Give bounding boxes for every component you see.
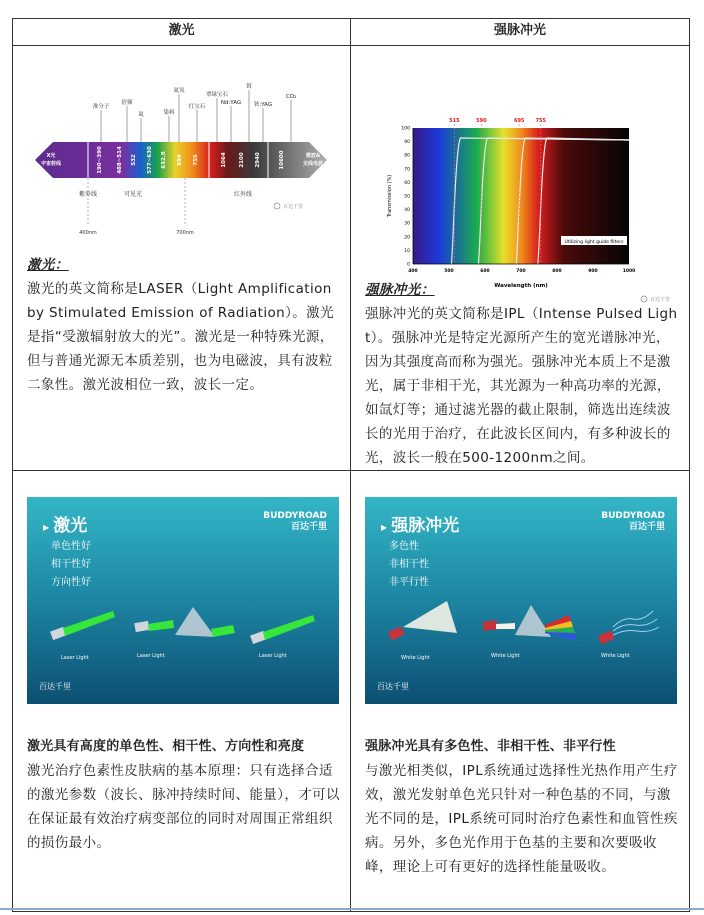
laser-properties-panel (27, 497, 339, 704)
laser-description (13, 253, 350, 397)
laser-type-labels (93, 82, 296, 142)
laser-device-label-3: Laser Light (259, 653, 287, 659)
laser-type-label: 氮氖 (173, 88, 185, 94)
y-tick-label: 30 (404, 221, 410, 227)
laser-device-1 (50, 611, 115, 640)
x-tick-label: 800 (552, 269, 562, 274)
laser-feature-3: 方向性好 (51, 577, 91, 588)
x-axis-label: Wavelength (nm) (494, 283, 548, 289)
y-tick-label: 40 (404, 208, 410, 214)
spectrum-cell-label: 微波& (305, 153, 321, 159)
laser-summary-title: 激光具有高度的单色性、相干性、方向性和亮度 (27, 739, 305, 754)
ipl-summary-body: 与激光相类似，IPL系统通过选择性光热作用产生疗效，激光发射单色光只针对一种色基的不同，与激光不同的是，IPL系统可同时治疗色素性和血管性疾病。另外，多色光作用于色基的主要和次要吸收峰，理论上可有更好的选择性能量吸收。 (365, 763, 678, 875)
laser-type-label: 钬:YAG (253, 102, 273, 108)
header-laser: 激光 (13, 19, 351, 46)
ipl-feature-1: 多色性 (389, 541, 419, 552)
ipl-lamp-3 (598, 611, 659, 644)
ipl-title: 强脉冲光： (365, 282, 435, 298)
spectrum-cell-label: 2100 (239, 152, 245, 168)
page-bottom-rule (0, 908, 704, 910)
laser-type-label: CO₂ (285, 94, 297, 100)
laser-type-label: 倍频 (121, 100, 133, 106)
ipl-beam-diagram (365, 497, 677, 704)
buddyroad-logo: BUDDYROAD 百达千里 (601, 511, 665, 532)
spectrum-cell-label: 1064 (221, 152, 227, 168)
cutoff-mark-label: 590 (476, 118, 487, 124)
cutoff-mark-label: 695 (513, 118, 525, 124)
y-tick-label: 60 (404, 180, 410, 186)
cutoff-mark-label: 515 (449, 118, 460, 124)
x-tick-label: 500 (444, 269, 454, 274)
y-tick-label: 0 (407, 262, 410, 268)
laser-beam-diagram (27, 497, 339, 704)
ipl-lamp-label-3: White Light (601, 653, 630, 659)
x-tick-label: 1000 (622, 269, 636, 274)
x-tick-label: 900 (588, 269, 598, 274)
spectrum-cell-label: 488~514 (117, 146, 123, 174)
laser-type-label: 准分子 (92, 104, 110, 110)
uv-label: 紫外线 (78, 191, 98, 198)
spectrum-cell-label: X光 (46, 153, 56, 159)
laser-type-label: 染料 (163, 110, 175, 116)
spectrum-diagram (13, 46, 351, 251)
comparison-table (12, 18, 690, 912)
laser-device-label-2: Laser Light (137, 653, 165, 659)
ipl-description (351, 278, 689, 470)
ipl-panel-wechat: 百达千里 (377, 682, 409, 691)
y-axis-label: Transmission (%) (387, 174, 393, 218)
laser-spectrum-figure (13, 46, 350, 251)
ipl-summary (351, 735, 689, 879)
ipl-feature-2: 非相干性 (389, 559, 429, 570)
laser-summary-body: 激光治疗色素性皮肤病的基本原理：只有选择合适的激光参数（波长、脉冲持续时间、能量），才可以在保证最有效治疗病变部位的同时对周围正常组织的损伤最小。 (27, 763, 340, 851)
spectrum-cell-label: 宇宙射线 (40, 161, 62, 167)
laser-device-2 (134, 607, 235, 637)
x-tick-label: 400 (408, 269, 418, 274)
buddyroad-logo: BUDDYROAD 百达千里 (263, 511, 327, 532)
laser-panel-title: ▸ 激光 (43, 511, 87, 536)
laser-watermark: 百达千里 (283, 204, 304, 210)
y-tick-label: 10 (404, 248, 410, 254)
spectrum-cell-label: 190~390 (97, 146, 103, 174)
laser-feature-1: 单色性好 (51, 541, 91, 552)
ipl-lamp-1 (388, 601, 457, 640)
laser-summary (13, 735, 350, 855)
ipl-lamp-label-2: White Light (491, 653, 520, 659)
y-tick-label: 20 (404, 235, 410, 241)
laser-type-label: 氦 (138, 112, 144, 118)
spectrum-cell-label: 532 (131, 154, 137, 166)
spectrum-cell-label: 694 (177, 154, 183, 166)
ir-label: 红外线 (233, 191, 253, 198)
laser-panel-figure (13, 471, 350, 735)
y-tick-label: 100 (401, 126, 410, 132)
laser-panel-cell (13, 471, 351, 912)
laser-device-label-1: Laser Light (61, 655, 89, 661)
cutoff-mark-label: 755 (535, 118, 547, 124)
x-tick-label: 600 (480, 269, 490, 274)
laser-cell (13, 46, 351, 471)
ipl-properties-panel (365, 497, 677, 704)
ipl-lamp-2 (483, 605, 577, 641)
spectrum-cell-label: 632.8 (161, 151, 167, 169)
laser-device-3 (250, 615, 315, 644)
wechat-icon (274, 203, 280, 209)
laser-type-label: 红宝石 (188, 104, 206, 110)
visible-label: 可见光 (123, 191, 143, 198)
ipl-body: 强脉冲光的英文简称是IPL（Intense Pulsed Light）。强脉冲光是特定光源所产生的宽光谱脉冲光，因为其强度高而称为强光。强脉冲光本质上不是激光，属于非相干光，其光源为一种高功率的光源，如氙灯等；通过滤光器的截止限制，筛选出连续波长的光用于治疗，在此波长区间内，有多种波长的光，波长一般在500-1200nm之间。 (365, 306, 678, 466)
x-tick-label: 700 (516, 269, 526, 274)
legend-text: Utilizing light guide filters (564, 240, 624, 245)
spectrum-cell-label: 无线电波 (302, 161, 324, 167)
ipl-cell (351, 46, 690, 471)
ipl-summary-title: 强脉冲光具有多色性、非相干性、非平行性 (365, 739, 616, 754)
ipl-panel-figure (351, 471, 689, 735)
laser-panel-wechat: 百达千里 (39, 682, 71, 691)
y-tick-label: 50 (404, 194, 410, 200)
laser-body: 激光的英文简称是LASER（Light Amplification by Stimulated Emission of Radiation）。激光是指“受激辐射放大的光”。激光是一种特殊光源，但与普通光源无本质差别，也为电磁波，具有波粒二象性。激光波相位一致，波长一定。 (27, 281, 334, 393)
spectrum-cell-label: 577~630 (147, 146, 153, 174)
ipl-panel-cell (351, 471, 690, 912)
y-tick-label: 90 (404, 140, 410, 146)
spectrum-cell-label: 755 (193, 154, 199, 166)
y-tick-label: 70 (404, 167, 410, 173)
laser-feature-2: 相干性好 (51, 559, 91, 570)
y-tick-label: 80 (404, 153, 410, 159)
spectrum-cell-label: 2940 (255, 152, 261, 168)
laser-type-label: 铒 (246, 84, 252, 90)
prism (175, 607, 215, 637)
ipl-feature-3: 非平行性 (389, 577, 429, 588)
header-ipl: 强脉冲光 (351, 19, 690, 46)
ipl-lamp-label-1: White Light (401, 655, 430, 661)
ipl-panel-title: ▸ 强脉冲光 (381, 511, 459, 536)
laser-type-label: Nd:YAG (220, 100, 242, 106)
nm700-label: 700nm (176, 230, 194, 236)
laser-title: 激光： (27, 257, 69, 273)
laser-type-label: 翠绿宝石 (205, 92, 229, 98)
spectrum-cell-label: 10600 (279, 150, 285, 170)
nm400-label: 400nm (79, 230, 97, 236)
ipl-watermark: 百达千里 (650, 297, 671, 303)
